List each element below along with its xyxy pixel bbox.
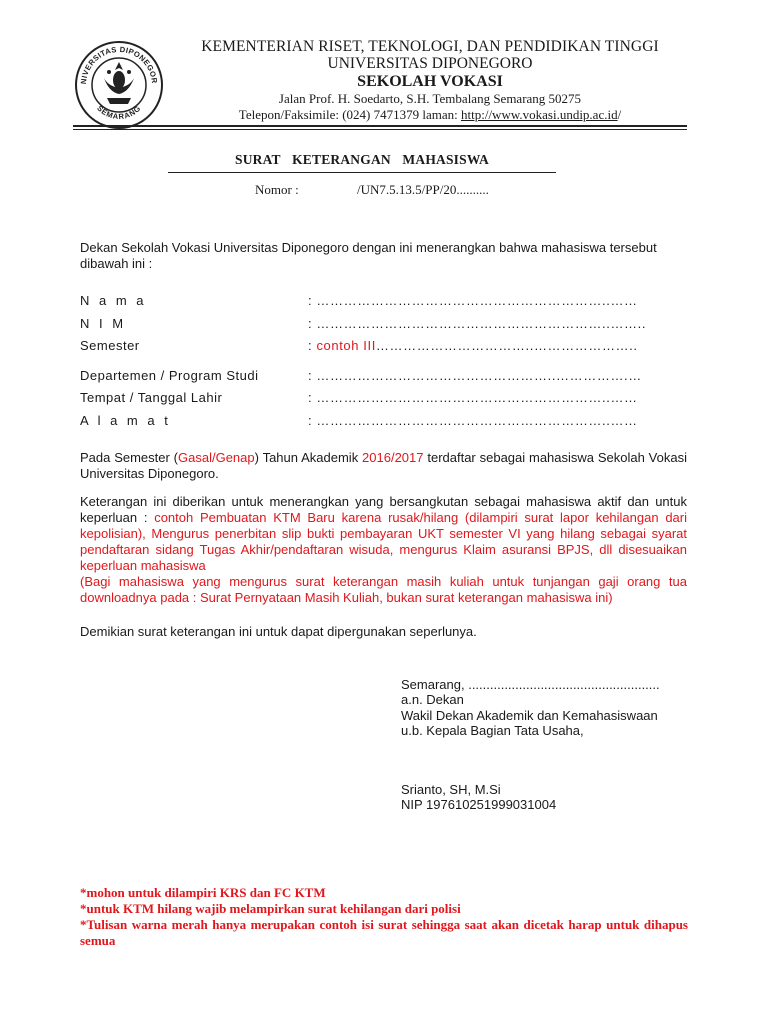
semester-text-1: Pada Semester (	[80, 450, 179, 465]
field-label-ttl: Tempat / Tanggal Lahir	[80, 390, 223, 405]
university-name: UNIVERSITAS DIPONEGORO	[327, 55, 533, 72]
field-label-nama: N a m a	[80, 293, 147, 308]
address: Jalan Prof. H. Soedarto, S.H. Tembalang Semarang 50275	[278, 91, 582, 106]
ministry-name: KEMENTERIAN RISET, TEKNOLOGI, DAN PENDIDIKAN TINGGI	[201, 38, 659, 55]
semester-text-2: ) Tahun Akademik	[254, 450, 363, 465]
semester-prefix: :	[308, 338, 317, 353]
field-label-nim: N I M	[80, 316, 127, 331]
nomor-value: /UN7.5.13.5/PP/20..........	[357, 182, 489, 197]
signature-on-behalf: a.n. Dekan	[401, 692, 464, 707]
field-label-semester: Semester	[80, 338, 140, 353]
svg-text:SEMARANG	[95, 104, 143, 122]
field-label-departemen: Departemen / Program Studi	[80, 368, 259, 383]
field-value-alamat: : ………………………………………………………..……	[308, 413, 638, 428]
purpose-note: (Bagi mahasiswa yang mengurus surat keterangan masih kuliah untuk tunjangan gaji orang tua downloadnya pada : Surat Pernyataan Masih Kuliah, bukan surat keterangan mahasiswa ini)	[80, 574, 687, 605]
title-underline	[168, 172, 556, 173]
purpose-text: Keterangan ini diberikan untuk menerangkan yang bersangkutan sebagai mahasiswa aktif dan untuk keperluan :	[80, 494, 687, 525]
signatory-nip: NIP 197610251999031004	[401, 797, 557, 812]
semester-type-example: Gasal/Genap	[178, 450, 255, 465]
seal-ring-bottom-text: SEMARANG	[95, 103, 143, 122]
field-value-nama: : ………………………………………………………..……	[308, 293, 638, 308]
document-title: SURAT KETERANGAN MAHASISWA	[235, 152, 489, 167]
signature-position: Wakil Dekan Akademik dan Kemahasiswaan	[401, 708, 658, 723]
contact-line	[170, 107, 690, 123]
letterhead-rule-thin	[73, 129, 687, 130]
academic-year-example: 2016/2017	[362, 450, 424, 465]
seal-ring-top-text: NIVERSITAS DIPONEGOR	[78, 44, 160, 85]
semester-example: contoh III	[316, 338, 376, 353]
semester-dots: ……………………………..…………………..	[375, 338, 638, 353]
semester-text-3: terdaftar sebagai mahasiswa Sekolah Vokasi Universitas Diponegoro.	[80, 450, 687, 481]
closing-paragraph: Demikian surat keterangan ini untuk dapat dipergunakan seperlunya.	[80, 624, 477, 639]
intro-paragraph: Dekan Sekolah Vokasi Universitas Diponegoro dengan ini menerangkan bahwa mahasiswa tersebut dibawah ini :	[80, 240, 657, 271]
letterhead-rule-thick	[73, 125, 687, 127]
note-item: *mohon untuk dilampiri KRS dan FC KTM	[80, 885, 326, 900]
field-value-departemen: : ……………………………………………..…………….…	[308, 368, 642, 383]
field-value-semester	[308, 338, 638, 354]
note-item: *Tulisan warna merah hanya merupakan contoh isi surat sehingga saat akan dicetak harap untuk dihapus semua	[80, 917, 688, 948]
contact-suffix: /	[617, 107, 622, 122]
purpose-example: contoh Pembuatan KTM Baru karena rusak/hilang (dilampiri surat lapor kehilangan dari kepolisian), Mengurus penerbitan slip bukti pembayaran UKT semester VI yang hilang sebagai syarat pendaftaran sidang Tugas Akhir/pendaftaran wisuda, mengurus Klaim asuransi BPJS, dll disesuaikan keperluan mahasiswa	[80, 510, 687, 573]
nomor-label: Nomor :	[255, 182, 299, 197]
signatory-name: Srianto, SH, M.Si	[401, 782, 501, 797]
school-name: SEKOLAH VOKASI	[357, 73, 503, 90]
notes-block	[80, 885, 688, 949]
website-link[interactable]: http://www.vokasi.undip.ac.id	[461, 107, 618, 122]
field-value-nim: : ………………………………………………………..……..	[308, 316, 647, 331]
university-seal-icon	[74, 40, 164, 130]
purpose-paragraph	[80, 494, 687, 606]
note-item: *untuk KTM hilang wajib melampirkan surat kehilangan dari polisi	[80, 901, 461, 916]
semester-paragraph	[80, 450, 687, 482]
field-value-ttl: : ………………………………………………………..……	[308, 390, 638, 405]
field-label-alamat: A l a m a t	[80, 413, 171, 428]
contact-prefix: Telepon/Faksimile: (024) 7471379 laman:	[238, 107, 461, 122]
signature-delegate: u.b. Kepala Bagian Tata Usaha,	[401, 723, 584, 738]
signature-place-date: Semarang, .....................................................	[401, 677, 660, 692]
